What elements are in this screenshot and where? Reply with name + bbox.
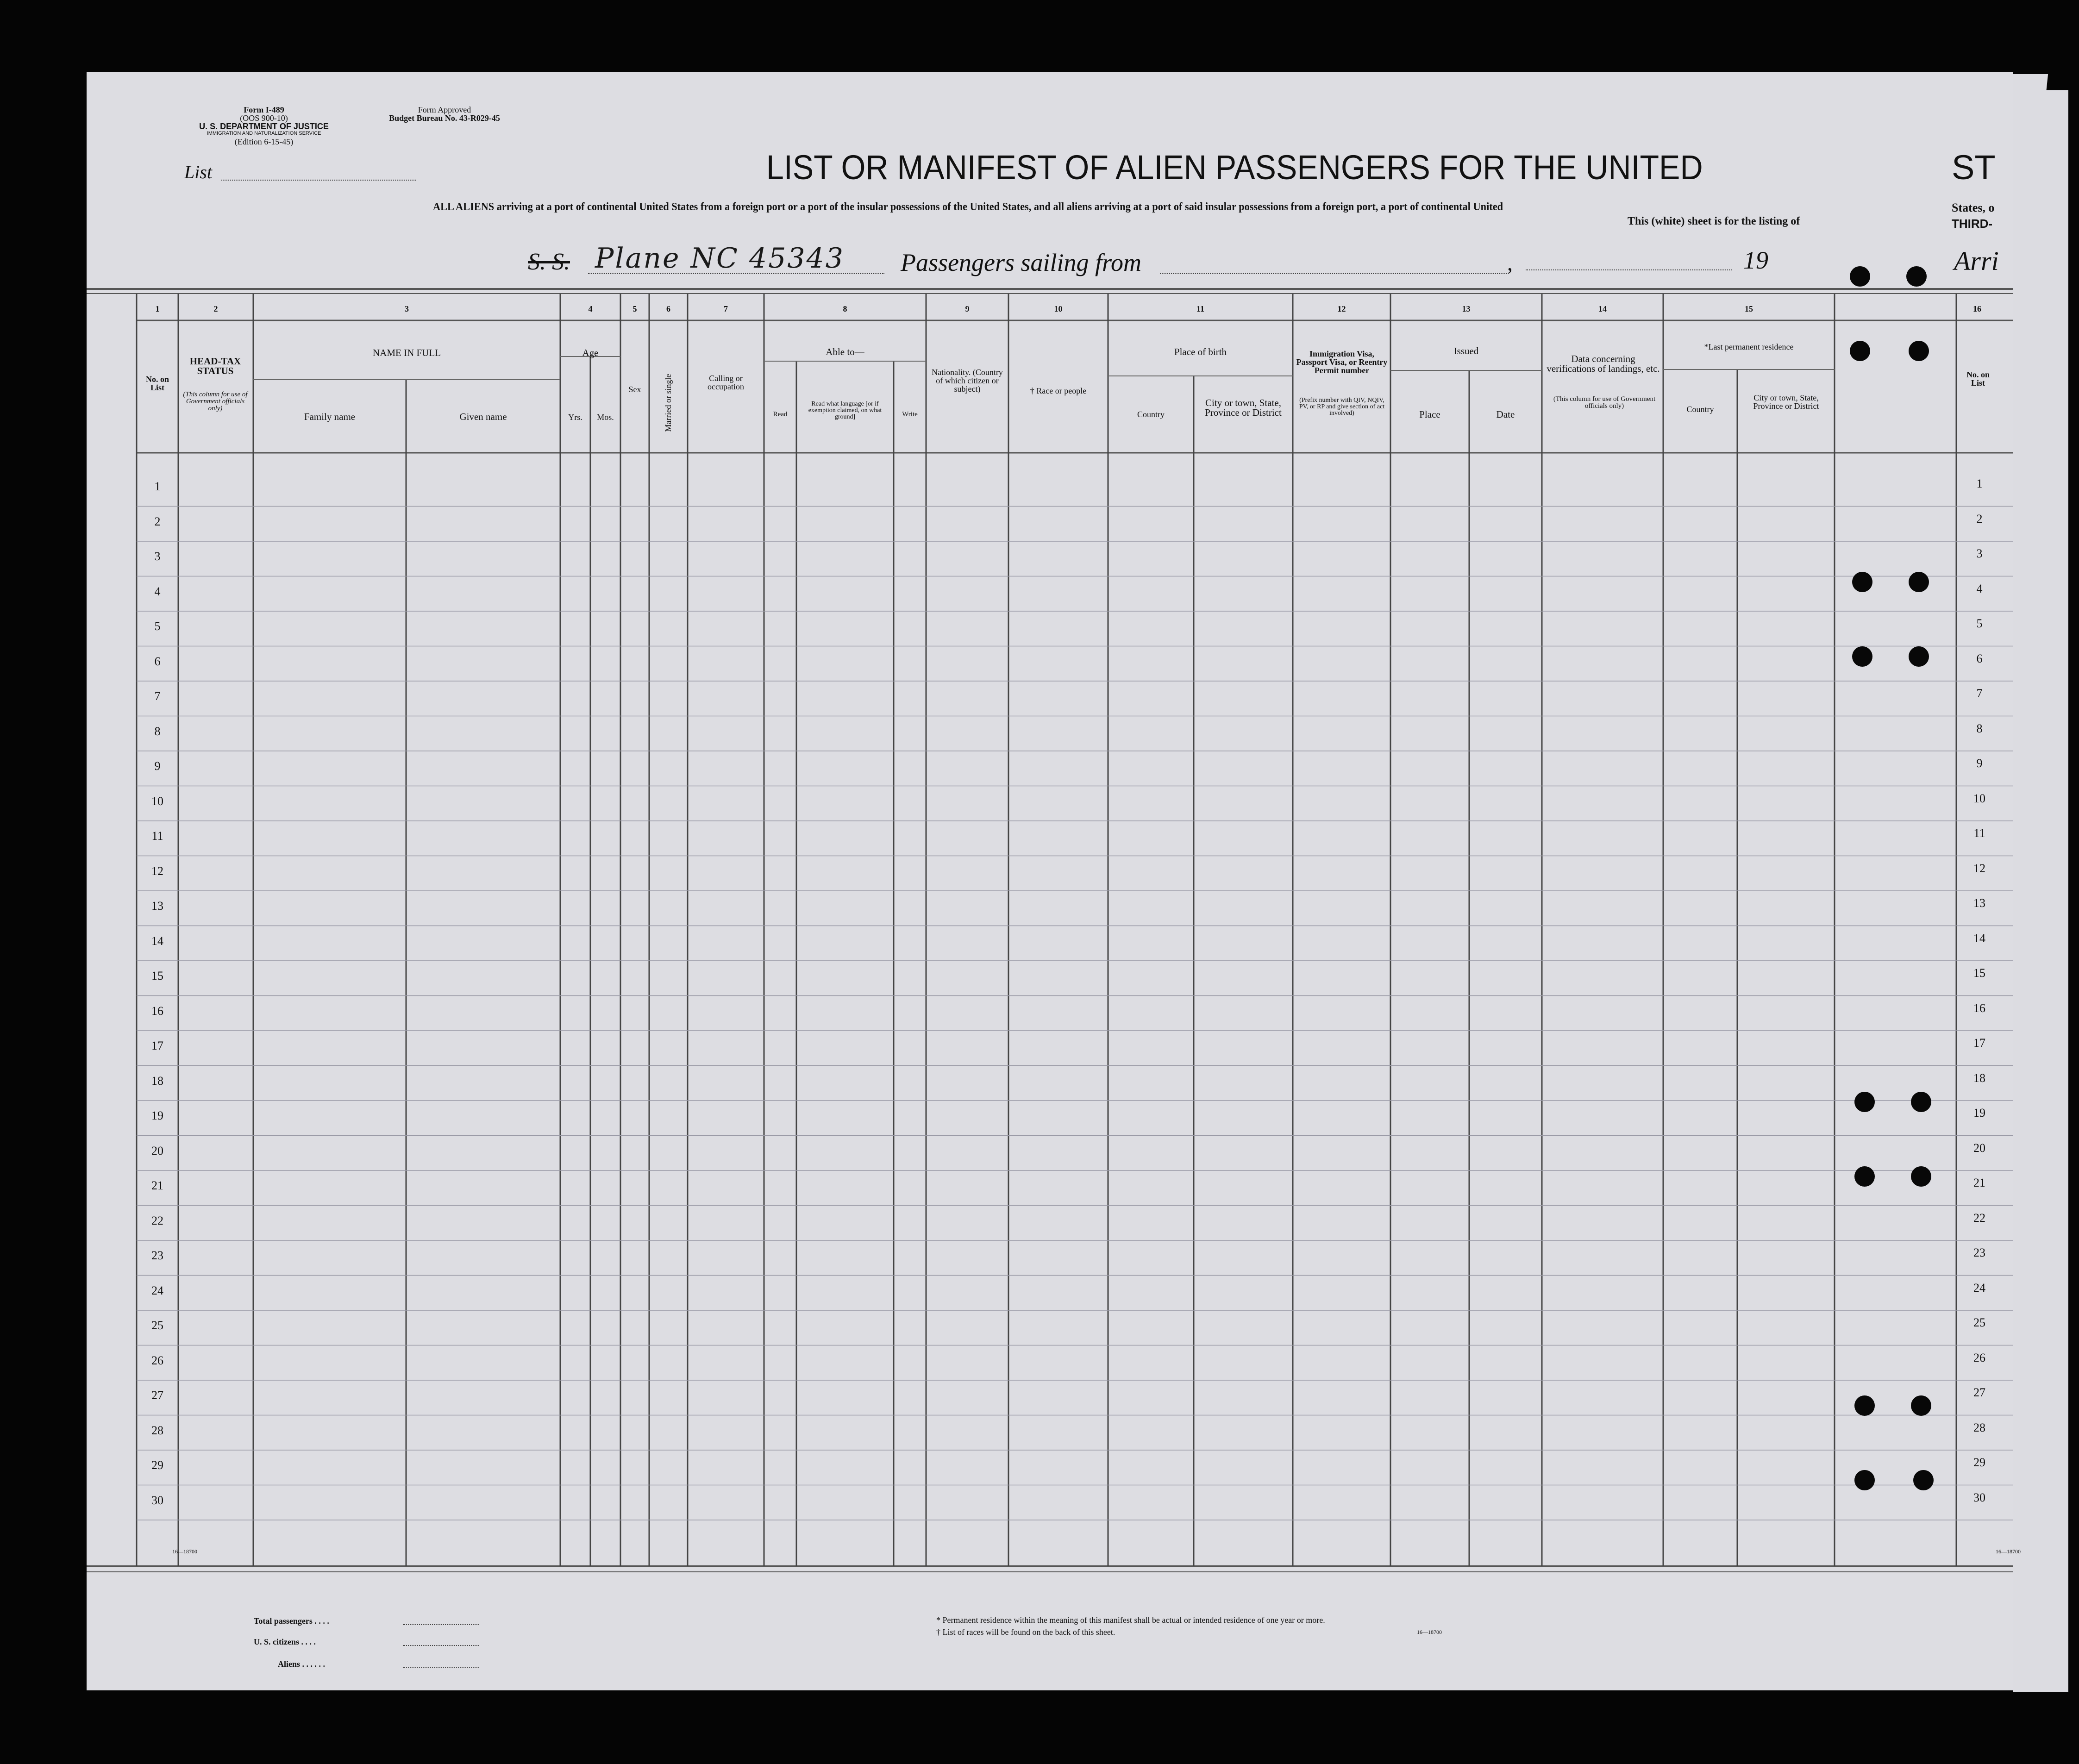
sailing-comma: , [1507, 251, 1513, 275]
row-number: 11 [151, 829, 163, 843]
col-num-10: 10 [1054, 304, 1063, 313]
year-prefix: 19 [1743, 246, 1768, 274]
header-yrs: Yrs. [568, 413, 582, 422]
header-pob-city: City or town, State, Province or District [1205, 397, 1282, 418]
punch-hole [1850, 266, 1870, 287]
header-issued-place: Place [1419, 409, 1440, 420]
punch-hole [1850, 341, 1870, 361]
header-issued: Issued [1453, 345, 1479, 357]
header-lr-city: City or town, State, Province or District [1753, 393, 1819, 411]
row-number: 14 [151, 934, 163, 948]
row-number: 16 [151, 1004, 163, 1018]
row-number-right: 20 [1973, 1141, 1985, 1155]
header-read: Read [773, 411, 788, 418]
row-number-right: 13 [1973, 896, 1985, 910]
header-lr-country: Country [1686, 405, 1714, 414]
form-code-right: 16—18700 [1996, 1548, 2021, 1555]
col-num-7: 7 [724, 304, 728, 313]
sailing-label: Passengers sailing from [901, 249, 1142, 276]
header-no-on-list-right: No. on List [1966, 370, 1990, 388]
row-number-right: 9 [1976, 757, 1983, 770]
manifest-title-continued: ST [1952, 148, 1996, 187]
punch-hole [1906, 266, 1927, 287]
row-number: 19 [151, 1109, 163, 1122]
row-number-right: 15 [1973, 966, 1985, 980]
row-number: 5 [154, 619, 161, 633]
row-number: 20 [151, 1144, 163, 1157]
row-number: 8 [154, 724, 161, 738]
row-number-right: 27 [1973, 1386, 1985, 1399]
right-title-line1: States, o [1952, 201, 1995, 214]
row-number: 18 [151, 1074, 163, 1088]
aliens-field[interactable] [403, 1667, 479, 1668]
row-number-right: 22 [1973, 1211, 1985, 1225]
punch-hole [1911, 1395, 1931, 1416]
col-num-15: 15 [1745, 304, 1753, 313]
header-calling: Calling or occupation [708, 374, 744, 391]
row-number-right: 24 [1973, 1281, 1985, 1295]
arriving-label: Arri [1954, 246, 1999, 276]
punch-hole [1913, 1470, 1934, 1490]
punch-hole [1911, 1166, 1931, 1187]
col-num-11: 11 [1196, 304, 1204, 313]
col-num-1: 1 [155, 304, 160, 313]
punch-hole [1854, 1395, 1875, 1416]
row-number: 13 [151, 899, 163, 913]
footnote-races: † List of races will be found on the back of this sheet. [936, 1627, 1115, 1637]
row-number-right: 12 [1973, 861, 1985, 875]
row-number: 29 [151, 1458, 163, 1472]
row-number: 28 [151, 1423, 163, 1437]
row-number-right: 6 [1976, 651, 1983, 665]
punch-hole [1909, 341, 1929, 361]
row-number-right: 5 [1976, 617, 1983, 630]
header-verifications: Data concerning verifications of landings, etc. [1547, 353, 1660, 374]
department: U. S. DEPARTMENT OF JUSTICE [199, 122, 329, 131]
header-nationality: Nationality. (Country of which citizen or subject) [932, 368, 1003, 394]
col-num-6: 6 [666, 304, 670, 313]
row-number-right: 14 [1973, 931, 1985, 945]
row-number: 25 [151, 1319, 163, 1332]
header-visa-note: (Prefix number with QIV, NQIV, PV, or RP and give section of act involved) [1299, 397, 1385, 417]
row-number: 23 [151, 1249, 163, 1262]
manifest-title: LIST OR MANIFEST OF ALIEN PASSENGERS FOR THE UNITED [766, 148, 1703, 187]
col-num-16: 16 [1973, 304, 1981, 313]
punch-hole [1852, 572, 1872, 592]
row-number-right: 25 [1973, 1316, 1985, 1329]
punch-hole [1909, 646, 1929, 667]
row-number: 3 [154, 550, 161, 563]
col-num-3: 3 [405, 304, 409, 313]
budget-number: Budget Bureau No. 43-R029-45 [389, 113, 500, 123]
header-head-tax: HEAD-TAX STATUS [189, 356, 241, 376]
header-mos: Mos. [597, 413, 614, 422]
row-number-right: 21 [1973, 1176, 1985, 1189]
header-pob-country: Country [1137, 410, 1165, 419]
header-head-tax-note: (This column for use of Government officials only) [183, 391, 248, 412]
punch-hole [1854, 1092, 1875, 1112]
aliens-instruction: ALL ALIENS arriving at a port of continental United States from a foreign port or a port of the insular possessions of the United States, and all aliens arriving at a port of said insular possessions from a foreign port, a port of continental United [433, 201, 1503, 213]
header-given-name: Given name [459, 411, 507, 422]
vessel-name-handwritten[interactable]: Plane NC 45343 [595, 242, 845, 275]
row-number: 21 [151, 1179, 163, 1192]
header-visa: Immigration Visa, Passport Visa, or Reentry Permit number [1296, 349, 1388, 375]
row-number-right: 23 [1973, 1246, 1985, 1259]
form-code-left: 16—18700 [172, 1548, 197, 1555]
row-number: 24 [151, 1283, 163, 1297]
total-passengers-label: Total passengers . . . . [254, 1616, 329, 1626]
row-number: 6 [154, 654, 161, 668]
us-citizens-field[interactable] [403, 1645, 479, 1646]
col-num-8: 8 [843, 304, 847, 313]
row-number-right: 10 [1973, 791, 1985, 805]
row-number-right: 16 [1973, 1001, 1985, 1015]
row-number: 15 [151, 969, 163, 982]
footnote-residence: * Permanent residence within the meaning of this manifest shall be actual or intended residence of one year or more. [936, 1615, 1325, 1625]
row-number-right: 28 [1973, 1420, 1985, 1434]
aliens-label: Aliens . . . . . . [278, 1659, 326, 1669]
sheet-listing-note: This (white) sheet is for the listing of [1628, 215, 1800, 227]
row-number: 1 [154, 480, 161, 493]
header-race: † Race or people [1030, 386, 1087, 395]
col-num-4: 4 [588, 304, 593, 313]
form-sub: (OOS 900-10) [240, 113, 288, 123]
row-number-right: 30 [1973, 1490, 1985, 1504]
row-number: 22 [151, 1214, 163, 1227]
col-num-14: 14 [1598, 304, 1607, 313]
row-number: 30 [151, 1493, 163, 1507]
row-number: 9 [154, 759, 161, 773]
header-name-in-full: NAME IN FULL [373, 347, 441, 358]
header-age: Age [582, 347, 599, 358]
row-number: 7 [154, 689, 161, 703]
form-number: Form I-489 [244, 105, 284, 114]
header-read-language: Read what language [or if exemption claimed, on what ground] [808, 400, 882, 420]
row-number: 27 [151, 1389, 163, 1402]
row-number: 4 [154, 584, 161, 598]
header-no-on-list: No. on List [145, 375, 169, 392]
col-num-12: 12 [1337, 304, 1346, 313]
row-number-right: 1 [1976, 477, 1983, 490]
punch-hole [1852, 646, 1872, 667]
row-number: 10 [151, 794, 163, 808]
punch-hole [1909, 572, 1929, 592]
row-number-right: 3 [1976, 547, 1983, 560]
punch-hole [1854, 1470, 1875, 1490]
row-number-right: 8 [1976, 721, 1983, 735]
row-number-right: 26 [1973, 1351, 1985, 1364]
row-number: 2 [154, 514, 161, 528]
header-last-residence: *Last permanent residence [1704, 342, 1794, 351]
row-number-right: 29 [1973, 1456, 1985, 1469]
header-sex: Sex [628, 385, 641, 394]
row-number: 12 [151, 864, 163, 878]
footnote-code: 16—18700 [1417, 1629, 1442, 1635]
row-number-right: 17 [1973, 1036, 1985, 1050]
service: IMMIGRATION AND NATURALIZATION SERVICE [207, 131, 321, 136]
header-family-name: Family name [304, 411, 356, 422]
col-num-13: 13 [1462, 304, 1471, 313]
header-married: Married or single [664, 374, 673, 432]
header-issued-date: Date [1496, 409, 1515, 420]
row-number: 26 [151, 1353, 163, 1367]
row-number: 17 [151, 1039, 163, 1052]
header-verifications-note: (This column for use of Government officials only) [1553, 395, 1656, 410]
ss-label: S. S. [528, 249, 570, 275]
us-citizens-label: U. S. citizens . . . . [254, 1637, 316, 1646]
col-num-2: 2 [213, 304, 218, 313]
edition: (Edition 6-15-45) [234, 137, 294, 146]
row-number-right: 7 [1976, 687, 1983, 700]
row-number-right: 11 [1973, 826, 1985, 840]
col-num-9: 9 [965, 304, 970, 313]
form-approved: Form Approved [418, 105, 471, 114]
punch-hole [1911, 1092, 1931, 1112]
row-number-right: 4 [1976, 582, 1983, 595]
row-number-right: 2 [1976, 512, 1983, 525]
right-title-line2: THIRD- [1952, 217, 1993, 231]
row-number-right: 19 [1973, 1106, 1985, 1120]
list-label: List [184, 162, 213, 182]
total-passengers-field[interactable] [403, 1624, 479, 1625]
punch-hole [1854, 1166, 1875, 1187]
col-num-5: 5 [632, 304, 637, 313]
header-write: Write [902, 411, 918, 418]
row-number-right: 18 [1973, 1071, 1985, 1085]
header-able-to: Able to— [826, 346, 864, 357]
header-place-of-birth: Place of birth [1174, 346, 1227, 357]
